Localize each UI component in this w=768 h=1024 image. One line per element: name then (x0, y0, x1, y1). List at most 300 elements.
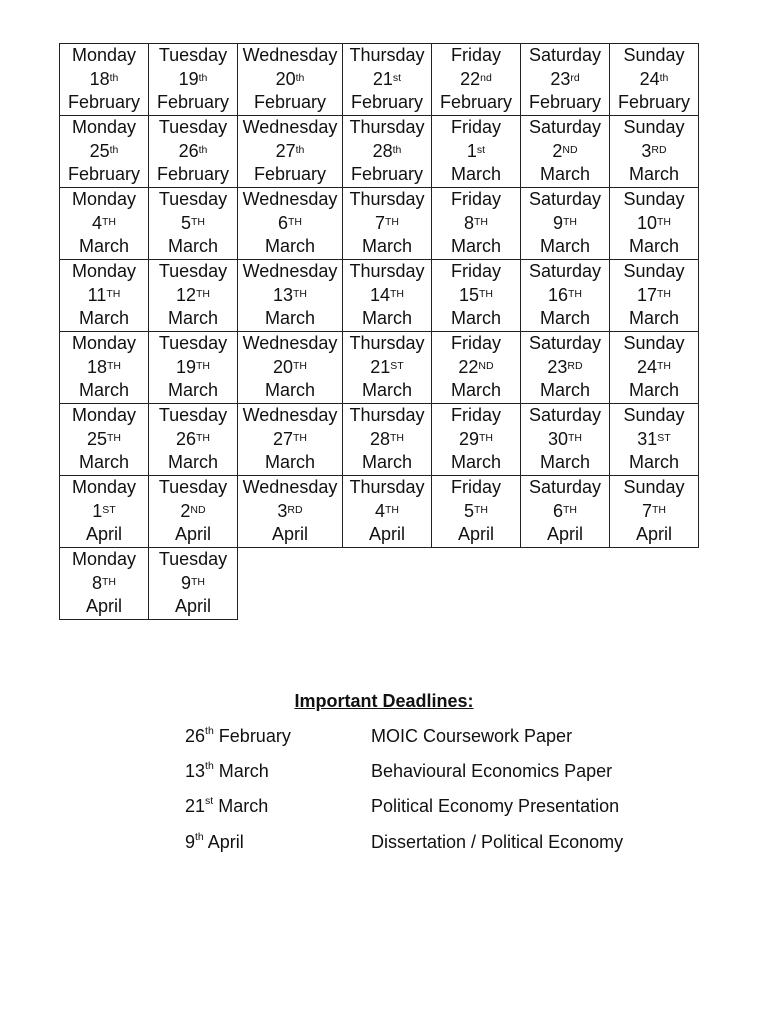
day-number: 23 (550, 68, 571, 89)
month-name: April (635, 524, 672, 545)
ordinal-suffix: st (392, 71, 402, 84)
day-number: 22 (458, 356, 479, 377)
date-number (610, 356, 698, 380)
month-name: February (439, 92, 513, 113)
calendar-cell (610, 332, 699, 404)
day-name: Monday (71, 549, 137, 570)
deadline-day: 9 (185, 832, 196, 852)
day-number: 13 (272, 284, 294, 305)
ordinal-suffix: TH (385, 215, 399, 228)
day-name: Thursday (349, 117, 425, 138)
date-number (610, 428, 698, 452)
date-number (343, 212, 431, 236)
date-number (343, 284, 431, 308)
ordinal-suffix: ST (390, 359, 404, 372)
month-name: March (450, 308, 501, 329)
month-name: March (539, 452, 590, 473)
date-number (238, 140, 342, 164)
month-name: February (617, 92, 691, 113)
ordinal-suffix: th (195, 831, 204, 843)
empty-cell (238, 548, 343, 620)
day-name: Thursday (349, 45, 425, 66)
day-number: 21 (372, 68, 393, 89)
ordinal-suffix: TH (191, 575, 205, 588)
month-name: March (539, 164, 590, 185)
ordinal-suffix: TH (385, 503, 399, 516)
day-number: 4 (374, 500, 385, 521)
month-name: March (628, 380, 679, 401)
date-number (610, 68, 698, 92)
calendar-cell (149, 116, 238, 188)
calendar-cell (610, 116, 699, 188)
date-number (149, 212, 237, 236)
deadline-month: March (213, 761, 269, 781)
date-number (149, 68, 237, 92)
calendar-cell (610, 188, 699, 260)
month-name: March (264, 308, 315, 329)
day-number: 30 (547, 428, 569, 449)
month-name: March (78, 308, 129, 329)
ordinal-suffix: TH (479, 431, 494, 444)
month-name: March (264, 380, 315, 401)
ordinal-suffix: ND (478, 359, 494, 372)
day-name: Tuesday (158, 45, 228, 66)
day-name: Monday (71, 405, 137, 426)
day-number: 31 (637, 428, 658, 449)
day-name: Wednesday (242, 405, 338, 426)
month-name: March (361, 236, 412, 257)
day-number: 8 (91, 572, 102, 593)
day-name: Thursday (349, 189, 425, 210)
day-name: Saturday (528, 333, 602, 354)
ordinal-suffix: th (392, 143, 402, 156)
calendar-cell (60, 116, 149, 188)
ordinal-suffix: TH (102, 215, 116, 228)
date-number (432, 68, 520, 92)
day-number: 18 (86, 356, 108, 377)
month-name: February (253, 164, 327, 185)
day-number: 9 (552, 212, 563, 233)
ordinal-suffix: TH (563, 503, 577, 516)
ordinal-suffix: ND (562, 143, 578, 156)
day-number: 5 (180, 212, 191, 233)
day-name: Sunday (623, 333, 685, 354)
month-name: April (85, 596, 122, 617)
day-number: 17 (636, 284, 658, 305)
calendar-cell (432, 260, 521, 332)
date-number (610, 284, 698, 308)
day-name: Thursday (349, 261, 425, 282)
calendar-cell (521, 116, 610, 188)
month-name: February (350, 92, 424, 113)
month-name: March (167, 380, 218, 401)
calendar-cell (343, 44, 432, 116)
ordinal-suffix: th (205, 760, 214, 772)
date-number (60, 356, 148, 380)
day-name: Sunday (623, 477, 685, 498)
month-name: February (350, 164, 424, 185)
date-number (238, 356, 342, 380)
day-number: 25 (86, 428, 108, 449)
ordinal-suffix: ND (190, 503, 206, 516)
date-number (60, 572, 148, 596)
ordinal-suffix: th (205, 725, 214, 737)
day-number: 23 (547, 356, 568, 377)
ordinal-suffix: TH (390, 287, 405, 300)
date-number (149, 572, 237, 596)
ordinal-suffix: TH (107, 359, 122, 372)
month-name: March (78, 380, 129, 401)
calendar-row (60, 116, 699, 188)
day-name: Tuesday (158, 477, 228, 498)
calendar-row (60, 548, 699, 620)
ordinal-suffix: th (198, 71, 208, 84)
day-number: 22 (460, 68, 481, 89)
day-name: Monday (71, 261, 137, 282)
day-name: Monday (71, 189, 137, 210)
date-number (60, 284, 148, 308)
calendar-cell (238, 44, 343, 116)
ordinal-suffix: TH (293, 431, 308, 444)
month-name: April (546, 524, 583, 545)
deadlines-title: Important Deadlines: (294, 691, 474, 711)
date-number (610, 212, 698, 236)
calendar-cell (610, 404, 699, 476)
ordinal-suffix: TH (657, 215, 672, 228)
deadline-month: April (203, 832, 244, 852)
date-number (432, 500, 520, 524)
month-name: March (539, 236, 590, 257)
month-name: February (156, 164, 230, 185)
day-number: 19 (178, 68, 199, 89)
day-name: Sunday (623, 45, 685, 66)
day-name: Friday (450, 333, 501, 354)
day-number: 28 (369, 428, 391, 449)
day-name: Wednesday (242, 45, 338, 66)
empty-cell (521, 548, 610, 620)
day-number: 3 (641, 140, 652, 161)
ordinal-suffix: TH (288, 215, 302, 228)
month-name: March (539, 380, 590, 401)
calendar-cell (432, 116, 521, 188)
date-number (521, 140, 609, 164)
calendar-cell (60, 332, 149, 404)
day-name: Sunday (623, 405, 685, 426)
ordinal-suffix: RD (287, 503, 303, 516)
deadline-month: March (213, 796, 269, 816)
day-number: 20 (272, 356, 294, 377)
date-number (238, 212, 342, 236)
ordinal-suffix: st (476, 143, 486, 156)
month-name: April (457, 524, 494, 545)
ordinal-suffix: th (198, 143, 208, 156)
date-number (521, 68, 609, 92)
date-number (432, 140, 520, 164)
ordinal-suffix: th (109, 143, 119, 156)
calendar-cell (610, 44, 699, 116)
deadline-date (185, 761, 269, 782)
day-name: Wednesday (242, 117, 338, 138)
ordinal-suffix: TH (196, 359, 211, 372)
calendar-cell (149, 260, 238, 332)
date-number (432, 356, 520, 380)
date-number (149, 500, 237, 524)
day-name: Friday (450, 405, 501, 426)
day-name: Saturday (528, 477, 602, 498)
calendar-cell (343, 116, 432, 188)
day-number: 11 (87, 284, 107, 305)
month-name: March (539, 308, 590, 329)
calendar-cell (343, 404, 432, 476)
empty-cell (432, 548, 521, 620)
date-number (238, 284, 342, 308)
calendar-cell (238, 404, 343, 476)
empty-cell (610, 548, 699, 620)
calendar-cell (343, 260, 432, 332)
date-number (521, 356, 609, 380)
month-name: March (628, 452, 679, 473)
month-name: March (361, 380, 412, 401)
calendar-cell (60, 476, 149, 548)
month-name: March (628, 308, 679, 329)
calendar-cell (238, 332, 343, 404)
month-name: March (628, 164, 679, 185)
month-name: March (361, 308, 412, 329)
month-name: February (253, 92, 327, 113)
ordinal-suffix: TH (657, 287, 672, 300)
month-name: March (167, 308, 218, 329)
ordinal-suffix: TH (390, 431, 405, 444)
deadline-description: Behavioural Economics Paper (371, 761, 613, 781)
date-number (60, 140, 148, 164)
calendar-body (60, 44, 699, 620)
month-name: March (78, 236, 129, 257)
deadline-date (185, 796, 268, 817)
calendar-cell (343, 476, 432, 548)
date-number (60, 68, 148, 92)
date-number (343, 140, 431, 164)
ordinal-suffix: TH (568, 431, 583, 444)
day-name: Saturday (528, 45, 602, 66)
day-name: Saturday (528, 261, 602, 282)
calendar-cell (238, 116, 343, 188)
ordinal-suffix: rd (570, 71, 580, 84)
calendar-cell (149, 548, 238, 620)
day-number: 24 (636, 356, 658, 377)
calendar-cell (343, 332, 432, 404)
day-name: Saturday (528, 189, 602, 210)
calendar-cell (60, 260, 149, 332)
month-name: March (264, 236, 315, 257)
month-name: March (450, 164, 501, 185)
ordinal-suffix: TH (293, 359, 308, 372)
date-number (149, 284, 237, 308)
calendar-row (60, 260, 699, 332)
calendar-cell (343, 188, 432, 260)
calendar-cell (149, 476, 238, 548)
day-number: 27 (272, 428, 294, 449)
ordinal-suffix: TH (652, 503, 666, 516)
calendar-cell (149, 404, 238, 476)
day-number: 2 (180, 500, 191, 521)
day-name: Saturday (528, 117, 602, 138)
ordinal-suffix: th (659, 71, 669, 84)
day-number: 3 (277, 500, 288, 521)
date-number (149, 428, 237, 452)
calendar-cell (432, 188, 521, 260)
month-name: February (156, 92, 230, 113)
date-number (238, 68, 342, 92)
ordinal-suffix: ST (657, 431, 671, 444)
deadline-description: Dissertation / Political Economy (371, 832, 624, 852)
date-number (238, 428, 342, 452)
day-name: Friday (450, 45, 501, 66)
ordinal-suffix: th (109, 71, 119, 84)
day-name: Thursday (349, 405, 425, 426)
day-name: Sunday (623, 117, 685, 138)
calendar-row (60, 404, 699, 476)
day-name: Tuesday (158, 117, 228, 138)
ordinal-suffix: TH (474, 503, 488, 516)
deadline-row (0, 796, 768, 820)
month-name: April (174, 524, 211, 545)
calendar-cell (432, 404, 521, 476)
deadline-date (185, 832, 244, 853)
ordinal-suffix: TH (196, 287, 211, 300)
ordinal-suffix: TH (106, 287, 121, 300)
day-number: 27 (275, 140, 296, 161)
date-number (343, 428, 431, 452)
day-number: 20 (275, 68, 296, 89)
deadline-day: 13 (185, 761, 206, 781)
day-number: 16 (547, 284, 569, 305)
ordinal-suffix: RD (651, 143, 667, 156)
calendar-cell (238, 476, 343, 548)
date-number (60, 500, 148, 524)
deadline-description: MOIC Coursework Paper (371, 726, 573, 746)
day-name: Wednesday (242, 333, 338, 354)
month-name: March (264, 452, 315, 473)
calendar-cell (521, 476, 610, 548)
ordinal-suffix: TH (196, 431, 211, 444)
day-number: 29 (458, 428, 480, 449)
ordinal-suffix: st (205, 795, 214, 807)
day-name: Friday (450, 189, 501, 210)
calendar-cell (60, 404, 149, 476)
calendar-cell (238, 188, 343, 260)
day-number: 26 (175, 428, 197, 449)
ordinal-suffix: RD (567, 359, 583, 372)
day-number: 9 (180, 572, 191, 593)
month-name: February (528, 92, 602, 113)
date-number (60, 428, 148, 452)
day-name: Monday (71, 333, 137, 354)
date-number (521, 284, 609, 308)
date-number (521, 212, 609, 236)
month-name: March (628, 236, 679, 257)
month-name: April (85, 524, 122, 545)
day-number: 19 (175, 356, 197, 377)
month-name: April (174, 596, 211, 617)
date-number (343, 500, 431, 524)
month-name: February (67, 164, 141, 185)
calendar-cell (149, 188, 238, 260)
ordinal-suffix: TH (563, 215, 577, 228)
deadline-description: Political Economy Presentation (371, 796, 620, 816)
ordinal-suffix: ST (102, 503, 116, 516)
month-name: March (450, 380, 501, 401)
month-name: April (271, 524, 308, 545)
date-number (343, 68, 431, 92)
calendar-cell (521, 260, 610, 332)
day-number: 4 (91, 212, 102, 233)
month-name: March (450, 236, 501, 257)
calendar-cell (432, 44, 521, 116)
day-number: 5 (463, 500, 474, 521)
month-name: March (450, 452, 501, 473)
ordinal-suffix: th (295, 71, 305, 84)
date-number (238, 500, 342, 524)
day-number: 1 (92, 500, 103, 521)
day-name: Friday (450, 261, 501, 282)
calendar-row (60, 332, 699, 404)
deadline-day: 26 (185, 726, 206, 746)
month-name: March (167, 452, 218, 473)
day-name: Tuesday (158, 405, 228, 426)
date-number (432, 428, 520, 452)
ordinal-suffix: th (295, 143, 305, 156)
day-number: 7 (374, 212, 385, 233)
date-number (610, 500, 698, 524)
day-name: Sunday (623, 189, 685, 210)
calendar-cell (149, 332, 238, 404)
calendar-cell (521, 44, 610, 116)
calendar-cell (521, 332, 610, 404)
calendar-cell (238, 260, 343, 332)
day-name: Friday (450, 117, 501, 138)
calendar-row (60, 44, 699, 116)
date-number (343, 356, 431, 380)
month-name: March (167, 236, 218, 257)
day-name: Monday (71, 117, 137, 138)
date-number (60, 212, 148, 236)
day-number: 21 (370, 356, 391, 377)
month-name: March (78, 452, 129, 473)
day-name: Wednesday (242, 189, 338, 210)
calendar-cell (610, 476, 699, 548)
day-number: 15 (458, 284, 480, 305)
calendar-cell (521, 404, 610, 476)
deadline-day: 21 (185, 796, 206, 816)
calendar-row (60, 188, 699, 260)
calendar-cell (60, 188, 149, 260)
day-number: 8 (463, 212, 474, 233)
ordinal-suffix: TH (568, 287, 583, 300)
day-number: 25 (89, 140, 110, 161)
calendar-cell (432, 332, 521, 404)
day-number: 18 (89, 68, 110, 89)
day-number: 26 (178, 140, 199, 161)
calendar-table (59, 43, 699, 620)
deadline-row (0, 761, 768, 785)
day-name: Thursday (349, 477, 425, 498)
month-name: March (361, 452, 412, 473)
day-number: 24 (639, 68, 660, 89)
ordinal-suffix: TH (107, 431, 122, 444)
day-name: Tuesday (158, 189, 228, 210)
date-number (432, 212, 520, 236)
day-name: Tuesday (158, 549, 228, 570)
